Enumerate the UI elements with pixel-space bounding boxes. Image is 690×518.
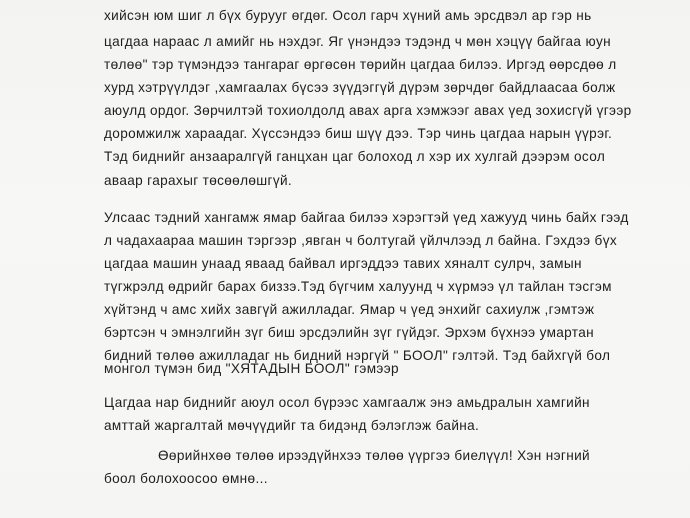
text-line: Цагдаа нар биднийг аюул осол бүрээс хамгаалж энэ амьдралын хамгийн — [104, 395, 590, 410]
text-line: Тэд биднийг анзааралгүй ганцхан цаг болоход л хэр их хулгай дээрэм осол — [104, 149, 606, 164]
text-line: Улсаас тэдний хангамж ямар байгаа билээ хэрэгтэй үед хажууд чинь байх гээд — [104, 210, 629, 225]
text-line: хийсэн юм шиг л бүх бурууг өгдөг. Осол гарч хүний амь эрсдвэл ар гэр нь — [104, 8, 592, 23]
text-line: бэртсэн ч эмнэлгийн зүг биш эрсдэлийн зүг гүйдэг. Эрхэм бүхнээ умартан — [104, 325, 594, 340]
text-line: амттай жаргалтай мөчүүдийг та бидэнд бэлэглэж байна. — [104, 418, 480, 433]
text-line: боол болохоосоо өмнө... — [104, 471, 268, 486]
text-line: хурд хэтрүүлдэг ,хамгаалах бүсээ зүүдэггүй дүрэм зөрчдөг байдлаасаа болж — [104, 80, 616, 95]
text-line: бидний төлөө ажилладаг нь бидний нэргүй " БООЛ" гэлтэй. Тэд байхгүй бол — [104, 348, 611, 363]
text-line: түгжрэлд өдрийг барах биззэ.Тэд бүгчим халуунд ч хүрмээ үл тайлан тэсгэм — [104, 279, 612, 294]
text-line: төлөө" тэр түмэндээ тангараг өргөсөн төрийн цагдаа билээ. Иргэд өөрсдөө л — [104, 57, 617, 72]
text-line: цагдаа машин унаад яваад байвал иргэддээ тавих хяналт сулрч, замын — [104, 256, 582, 271]
text-line: цагдаа нараас л амийг нь нэхдэг. Яг үнэндээ тэдэнд ч мөн хэцүү байгаа юун — [104, 34, 612, 49]
text-line: аваар гарахыг төсөөлөшгүй. — [104, 173, 293, 188]
text-line: л чадахаараа машин тэргээр ,явган ч болтугай үйлчлээд л байна. Гэхдээ бүх — [104, 233, 617, 248]
text-line: аюулд ордог. Зөрчилтэй тохиолдолд авах арга хэмжээг авах үед зохисгүй үгээр — [104, 103, 632, 118]
text-line: монгол түмэн бид "ХЯТАДЫН БООЛ" гэмээр — [104, 361, 399, 376]
text-line: доромжилж хараадаг. Хүссэндээ биш шүү дээ. Тэр чинь цагдаа нарын үүрэг. — [104, 126, 613, 141]
text-line: Өөрийнхөө төлөө ирээдүйнхээ төлөө үүргээ биелүүл! Хэн нэгний — [158, 448, 590, 463]
text-line: хүйтэнд ч амс хийх завгүй ажилладаг. Ямар ч үед энхийг сахиулж ,гэмтэж — [104, 302, 595, 317]
